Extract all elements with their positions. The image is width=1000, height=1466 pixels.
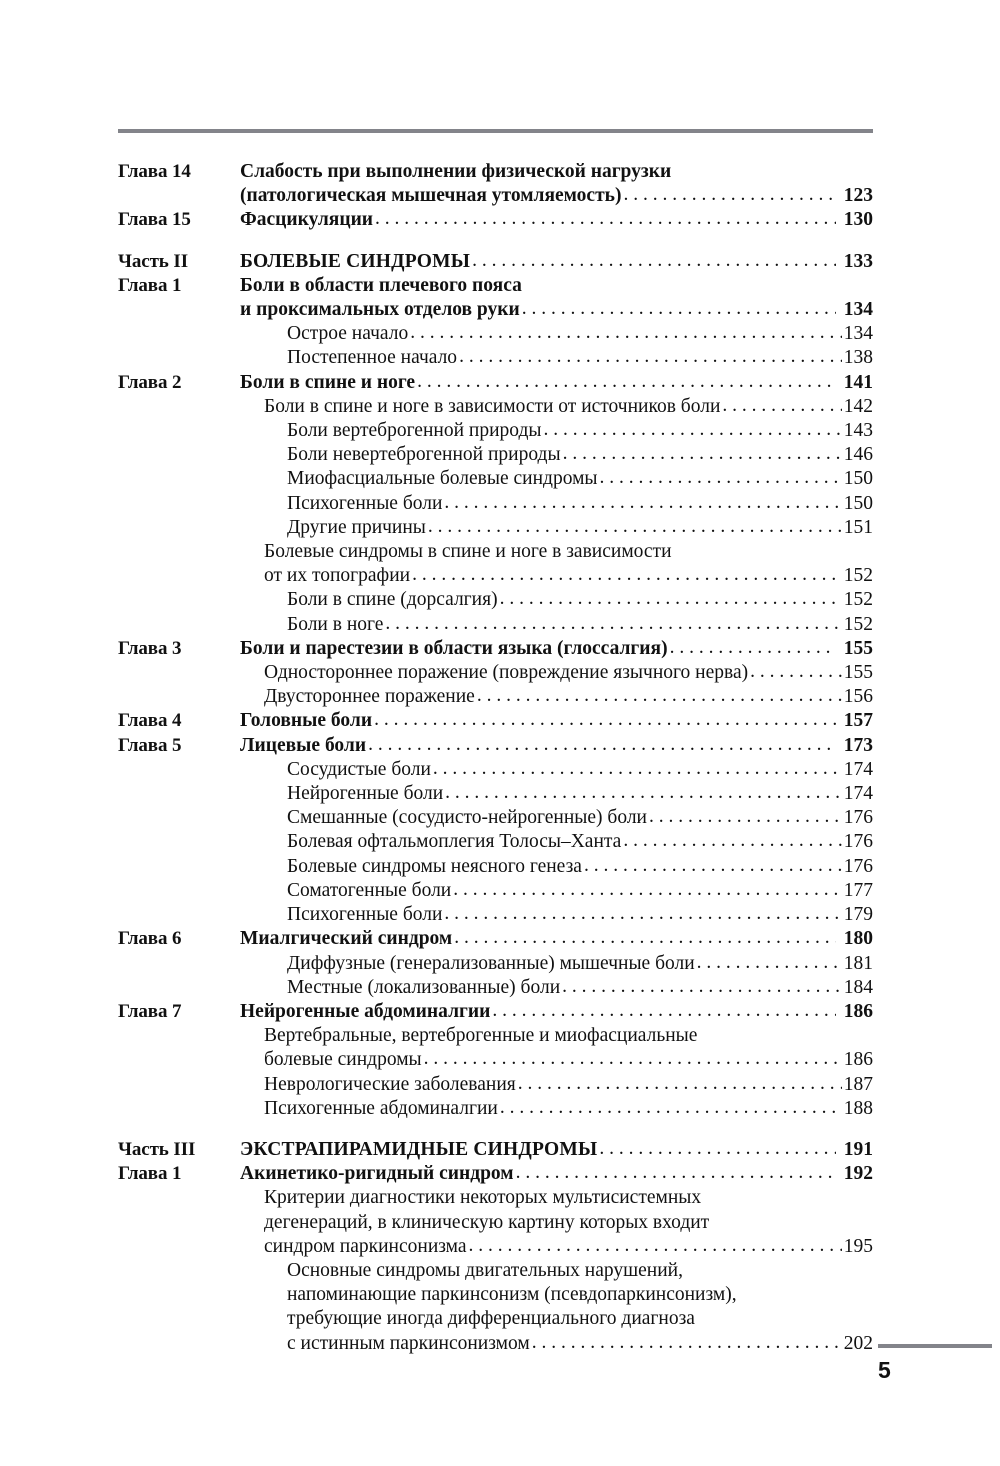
toc-entry-body [240,1048,873,1072]
toc-entry-body [240,806,873,830]
dot-leader [522,298,836,321]
footer-rule [878,1344,992,1348]
toc-entry-body [240,322,873,346]
toc-entry-page-number: 176 [843,807,873,829]
dot-leader [518,1073,842,1096]
dot-leader [454,927,836,950]
toc-entry-title: Боли в области плечевого пояса [240,274,522,296]
toc-entry-title: болевые синдромы [264,1049,422,1071]
table-of-contents-list [118,160,873,1356]
toc-entry-page-number: 152 [843,565,873,587]
toc-entry-body [240,637,873,661]
toc-entry-body [240,1138,873,1162]
toc-entry[interactable] [118,976,873,1000]
toc-entry-label: Глава 14 [118,161,191,182]
toc-entry-title: Боли в спине (дорсалгия) [287,589,498,611]
toc-entry-label: Глава 6 [118,928,182,950]
toc-entry[interactable] [118,1162,873,1186]
toc-entry-body [240,564,873,588]
toc-entry-label: Глава 5 [118,734,182,756]
toc-entry-title: Лицевые боли [240,734,367,756]
toc-entry[interactable] [118,1138,873,1162]
toc-entry-title: Вертебральные, вертеброгенные и миофасциальные [264,1025,698,1047]
toc-entry-label: Глава 2 [118,371,182,393]
toc-entry-label: Глава 4 [118,710,182,732]
toc-entry-body [240,1211,873,1235]
toc-entry-body [240,1000,873,1024]
toc-entry-body [240,734,873,758]
toc-entry-title: напоминающие паркинсонизм (псевдопаркинсонизм), [287,1284,737,1306]
toc-entry-title: Другие причины [287,516,426,538]
toc-entry[interactable] [118,903,873,927]
toc-entry[interactable] [118,1283,873,1307]
toc-entry-page-number: 188 [843,1097,873,1119]
toc-entry-body [240,443,873,467]
toc-entry-title: Боли невертеброгенной природы [287,444,561,466]
toc-entry-body [240,927,873,951]
toc-entry-page-number: 187 [843,1073,873,1095]
toc-entry-page-number: 191 [843,1138,873,1160]
toc-entry-title: с истинным паркинсонизмом [287,1332,530,1354]
dot-leader [500,588,842,611]
toc-entry-body [240,782,873,806]
toc-entry-body [240,661,873,685]
toc-entry-body [240,903,873,927]
toc-entry-page-number: 134 [843,323,873,345]
dot-leader [412,564,842,587]
dot-leader [670,637,836,660]
toc-entry[interactable] [118,1000,873,1024]
toc-entry[interactable] [118,1259,873,1283]
toc-entry-title: Острое начало [287,323,409,345]
dot-leader [623,184,835,207]
toc-entry-body [240,1186,873,1210]
toc-entry-title: дегенераций, в клиническую картину которых входит [264,1211,710,1233]
toc-entry[interactable] [118,613,873,637]
dot-leader [584,855,842,878]
toc-entry-title: Боли в спине и ноге в зависимости от источников боли [264,395,721,417]
page-number-folio: 5 [878,1357,891,1383]
toc-entry[interactable] [118,637,873,661]
toc-entry[interactable] [118,160,873,184]
toc-entry[interactable] [118,371,873,395]
toc-entry-body [240,879,873,903]
toc-entry-title: Диффузные (генерализованные) мышечные боли [287,952,695,974]
toc-entry-page-number: 157 [843,710,873,732]
header-rule [118,129,873,133]
toc-entry-body [240,976,873,1000]
toc-entry-title: Боли вертеброгенной природы [287,420,542,442]
toc-entry-body [240,1097,873,1121]
toc-entry[interactable] [118,806,873,830]
dot-leader [697,952,842,975]
toc-entry[interactable] [118,709,873,733]
toc-entry-page-number: 155 [843,637,873,659]
toc-entry-body [240,1073,873,1097]
toc-entry-body [240,540,873,564]
toc-entry[interactable] [118,208,873,232]
toc-entry-body [240,613,873,637]
toc-entry-body [240,208,873,232]
toc-entry-title: Нейрогенные боли [287,783,444,805]
toc-entry-body [240,274,873,298]
dot-leader [562,976,842,999]
toc-entry[interactable] [118,1307,873,1331]
dot-leader [469,1235,842,1258]
toc-entry-label: Глава 1 [118,1163,182,1185]
toc-entry[interactable] [118,1097,873,1121]
toc-entry[interactable] [118,1332,873,1356]
dot-leader [492,1000,835,1023]
toc-entry-title: Слабость при выполнении физической нагрузки [240,161,672,182]
toc-entry-body [240,1307,873,1331]
toc-entry-body [240,952,873,976]
toc-entry[interactable] [118,1048,873,1072]
toc-entry-page-number: 202 [843,1332,873,1354]
toc-entry-page-number: 133 [843,250,873,272]
toc-entry-page-number: 130 [843,209,873,231]
toc-entry-body [240,419,873,443]
toc-entry-title: Смешанные (сосудисто-нейрогенные) боли [287,807,647,829]
dot-leader [424,1048,842,1071]
toc-entry[interactable] [118,346,873,370]
toc-entry-title: Психогенные абдоминалгии [264,1097,498,1119]
toc-entry-title: Нейрогенные абдоминалгии [240,1000,491,1022]
toc-entry[interactable] [118,952,873,976]
toc-entry-body [240,1024,873,1048]
toc-entry-label: Часть III [118,1138,196,1160]
toc-entry-body [240,758,873,782]
toc-entry-page-number: 156 [843,686,873,708]
toc-entry-title: Миалгический синдром [240,928,453,950]
toc-entry-title: Миофасциальные болевые синдромы [287,468,598,490]
toc-entry-body [240,160,873,184]
toc-entry[interactable] [118,927,873,951]
toc-entry[interactable] [118,443,873,467]
dot-leader [722,395,841,418]
dot-leader [444,492,841,515]
toc-entry[interactable] [118,419,873,443]
toc-entry-body [240,830,873,854]
toc-entry-page-number: 138 [843,347,873,369]
toc-entry-body [240,516,873,540]
toc-entry-page-number: 143 [843,420,873,442]
toc-entry-title: (патологическая мышечная утомляемость) [240,185,622,207]
toc-entry-title: Психогенные боли [287,492,443,514]
toc-entry-page-number: 195 [843,1235,873,1257]
dot-leader [600,467,842,490]
dot-leader [500,1097,842,1120]
toc-entry-page-number: 180 [843,928,873,950]
toc-entry-title: Боли в ноге [287,613,384,635]
toc-entry-title: Основные синдромы двигательных нарушений, [287,1259,683,1281]
toc-entry[interactable] [118,1235,873,1259]
toc-entry-body [240,855,873,879]
dot-leader [516,1162,836,1185]
toc-entry-title: Одностороннее поражение (повреждение язычного нерва) [264,662,749,684]
toc-entry[interactable] [118,516,873,540]
toc-entry[interactable] [118,1073,873,1097]
toc-entry-body [240,184,873,208]
dot-leader [599,1138,835,1161]
toc-entry-title: Сосудистые боли [287,758,431,780]
toc-entry-title: Головные боли [240,710,373,732]
toc-entry-body [240,1162,873,1186]
toc-entry-label: Глава 1 [118,274,182,296]
toc-entry-page-number: 176 [843,831,873,853]
dot-leader [453,879,842,902]
toc-entry-page-number: 174 [843,758,873,780]
toc-entry-body [240,395,873,419]
toc-entry-title: от их топографии [264,565,411,587]
dot-leader [385,613,841,636]
toc-entry-title: Двустороннее поражение [264,686,475,708]
toc-entry[interactable] [118,1186,873,1210]
dot-leader [374,709,836,732]
toc-entry-page-number: 174 [843,783,873,805]
toc-entry-page-number: 186 [843,1049,873,1071]
toc-entry[interactable] [118,879,873,903]
toc-entry-label: Глава 7 [118,1000,182,1022]
dot-leader [368,734,836,757]
toc-entry-page-number: 152 [843,589,873,611]
toc-entry-page-number: 150 [843,492,873,514]
dot-leader [459,346,842,369]
toc-entry-label: Глава 15 [118,209,191,231]
toc-entry[interactable] [118,322,873,346]
toc-entry-title: БОЛЕВЫЕ СИНДРОМЫ [240,250,471,272]
toc-entry-title: Акинетико-ригидный синдром [240,1163,514,1185]
toc-entry-title: Психогенные боли [287,904,443,926]
toc-entry-body [240,1283,873,1307]
toc-entry-body [240,346,873,370]
toc-entry-body [240,588,873,612]
toc-entry-title: ЭКСТРАПИРАМИДНЫЕ СИНДРОМЫ [240,1138,598,1160]
toc-entry-page-number: 146 [843,444,873,466]
toc-entry-body [240,250,873,274]
toc-entry-page-number: 142 [843,395,873,417]
toc-entry[interactable] [118,661,873,685]
dot-leader [563,443,842,466]
toc-entry-title: Соматогенные боли [287,879,452,901]
toc-entry[interactable] [118,588,873,612]
toc-entry[interactable] [118,1024,873,1048]
toc-entry[interactable] [118,395,873,419]
toc-entry-title: Боли и парестезии в области языка (глоссалгия) [240,637,668,659]
toc-entry-page-number: 184 [843,976,873,998]
toc-entry-body [240,1235,873,1259]
dot-leader [433,758,842,781]
toc-entry-page-number: 141 [843,371,873,393]
dot-leader [444,903,841,926]
toc-entry-page-number: 152 [843,613,873,635]
toc-entry-body [240,298,873,322]
toc-entry[interactable] [118,184,873,208]
toc-entry-title: Болевая офтальмоплегия Толосы–Ханта [287,831,622,853]
dot-leader [445,782,842,805]
dot-leader [428,516,842,539]
toc-entry-title: требующие иногда дифференциального диагноза [287,1308,695,1330]
toc-entry[interactable] [118,564,873,588]
toc-entry-title: Критерии диагностики некоторых мультисистемных [264,1187,702,1209]
toc-entry-title: и проксимальных отделов руки [240,299,520,321]
toc-entry-body [240,492,873,516]
toc-entry-page-number: 176 [843,855,873,877]
toc-entry-title: Местные (локализованные) боли [287,976,561,998]
toc-entry-page-number: 123 [843,185,873,207]
toc-entry-page-number: 173 [843,734,873,756]
toc-entry[interactable] [118,274,873,298]
dot-leader [417,371,836,394]
toc-entry-page-number: 177 [843,879,873,901]
toc-entry-label: Часть II [118,250,188,272]
toc-entry-label: Глава 3 [118,637,182,659]
dot-leader [532,1332,842,1355]
toc-entry-page-number: 134 [843,299,873,321]
toc-entry[interactable] [118,685,873,709]
toc-entry-title: Болевые синдромы в спине и ноге в зависимости [264,541,672,563]
toc-entry-body [240,685,873,709]
toc-entry[interactable] [118,855,873,879]
dot-leader [472,250,836,273]
toc-entry-body [240,709,873,733]
toc-entry-body [240,467,873,491]
dot-leader [623,830,841,853]
toc-entry-title: Неврологические заболевания [264,1073,516,1095]
dot-leader [750,661,842,684]
toc-entry-title: синдром паркинсонизма [264,1235,467,1257]
dot-leader [649,806,842,829]
dot-leader [543,419,841,442]
toc-entry-page-number: 151 [843,516,873,538]
dot-leader [375,208,836,231]
toc-entry[interactable] [118,782,873,806]
toc-entry-body [240,1259,873,1283]
toc-entry-page-number: 150 [843,468,873,490]
toc-entry-page-number: 186 [843,1000,873,1022]
toc-entry[interactable] [118,1211,873,1235]
toc-entry-title: Боли в спине и ноге [240,371,416,393]
toc-entry[interactable] [118,830,873,854]
toc-entry-body [240,371,873,395]
toc-entry[interactable] [118,758,873,782]
toc-entry-title: Фасцикуляции [240,209,374,231]
toc-entry[interactable] [118,492,873,516]
toc-entry[interactable] [118,298,873,322]
toc-entry-page-number: 179 [843,904,873,926]
toc-entry-page-number: 155 [843,662,873,684]
toc-entry-title: Постепенное начало [287,347,458,369]
toc-entry-page-number: 181 [843,952,873,974]
toc-entry[interactable] [118,734,873,758]
toc-entry[interactable] [118,250,873,274]
toc-entry[interactable] [118,467,873,491]
toc-entry-page-number: 192 [843,1163,873,1185]
toc-entry-body [240,1332,873,1356]
dot-leader [410,322,842,345]
dot-leader [477,685,842,708]
toc-entry-title: Болевые синдромы неясного генеза [287,855,582,877]
toc-entry[interactable] [118,540,873,564]
